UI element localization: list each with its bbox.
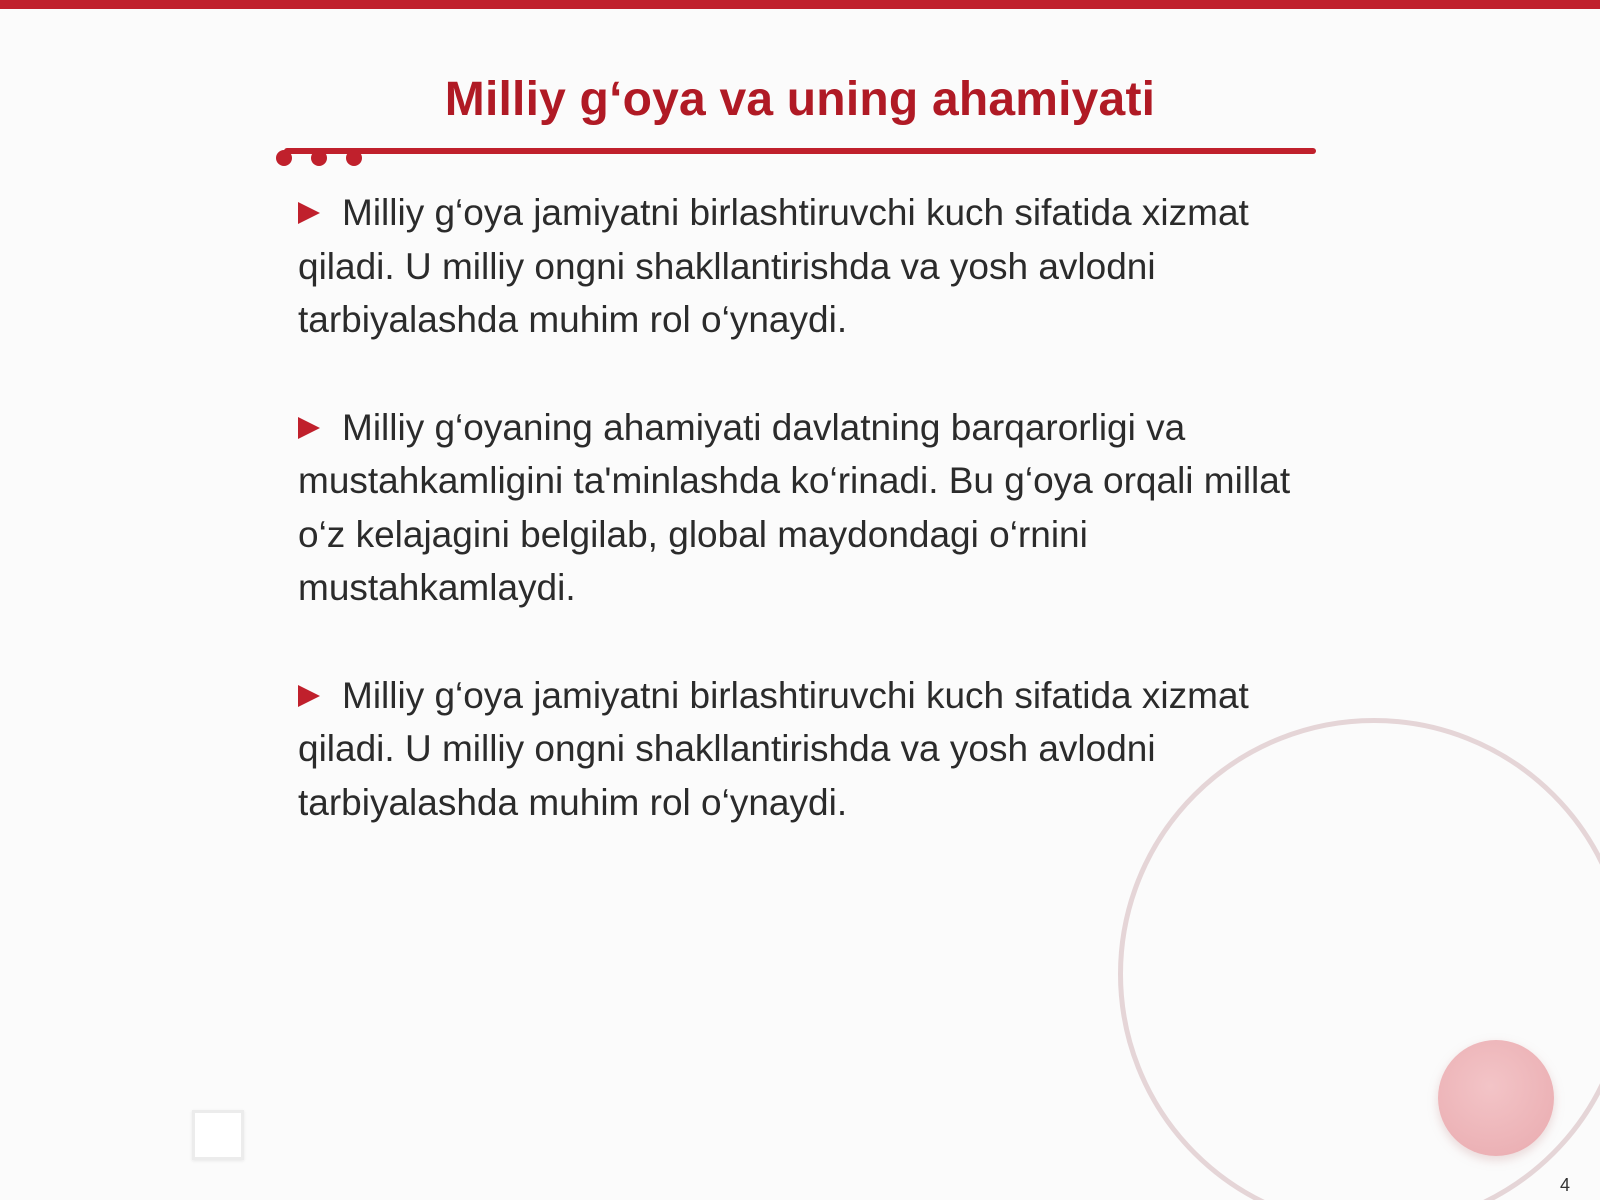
- triangle-right-icon: [298, 685, 320, 707]
- title-underline: [284, 148, 1316, 154]
- underline-dot-3: [346, 150, 362, 166]
- bullet-item: [298, 401, 1308, 615]
- bullet-list: [298, 186, 1308, 883]
- page-number: 4: [1559, 1175, 1570, 1195]
- underline-dot-2: [311, 150, 327, 166]
- bullet-text: Milliy g‘oya jamiyatni birlashtiruvchi kuch sifatida xizmat qiladi. U milliy ongni shakllantirishda va yosh avlodni tarbiyalashda muhim rol o‘ynaydi.: [298, 192, 1249, 340]
- top-accent-bar: [0, 0, 1600, 9]
- bullet-text: Milliy g‘oyaning ahamiyati davlatning barqarorligi va mustahkamligini ta'minlashda ko‘rinadi. Bu g‘oya orqali millat o‘z kelajagini belgilab, global maydondagi o‘rnini mustahkamlaydi.: [298, 406, 1291, 608]
- triangle-right-icon: [298, 202, 320, 224]
- bullet-text: Milliy g‘oya jamiyatni birlashtiruvchi kuch sifatida xizmat qiladi. U milliy ongni shakllantirishda va yosh avlodni tarbiyalashda muhim rol o‘ynaydi.: [298, 674, 1249, 823]
- bullet-item: [298, 669, 1308, 830]
- bullet-item: [298, 186, 1308, 347]
- triangle-right-icon: [298, 417, 320, 439]
- slide-title: Milliy g‘oya va uning ahamiyati: [444, 73, 1156, 126]
- decorative-circle: [1438, 1040, 1554, 1156]
- underline-dot-1: [276, 150, 292, 166]
- decorative-square: [192, 1110, 244, 1160]
